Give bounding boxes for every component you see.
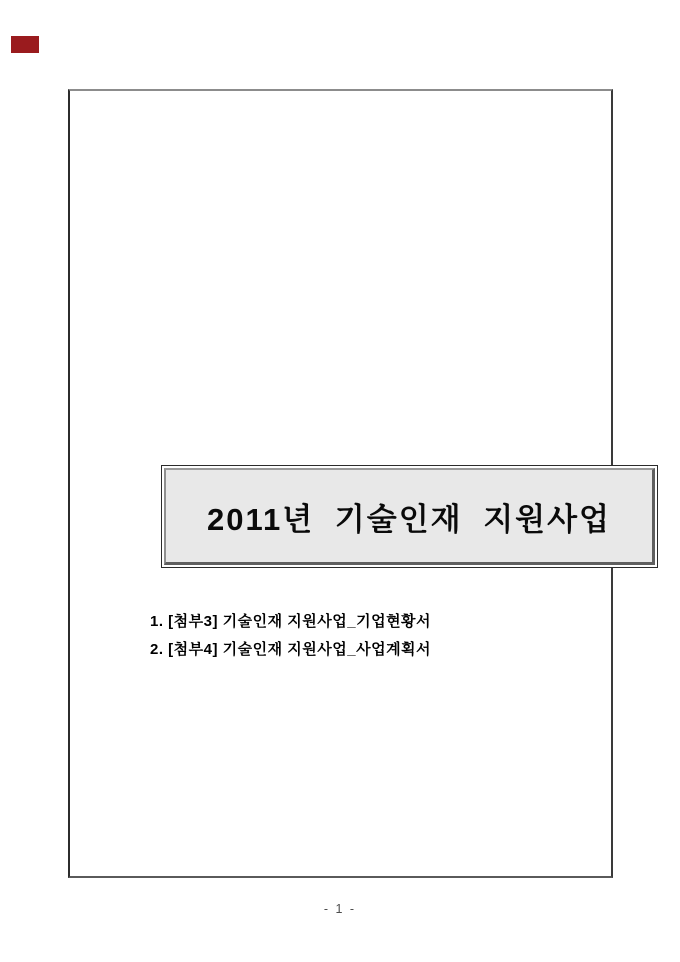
attachment-item-2: 2. [첨부4] 기술인재 지원사업_사업계획서 [150,641,432,658]
page-border-frame [68,89,613,878]
page-title: 2011년 기술인재 지원사업 [207,501,611,537]
title-box [161,465,658,568]
title-box-inner [164,468,655,565]
page-number: - 1 - [323,902,357,916]
attachment-list [150,608,431,664]
red-marker [11,36,39,53]
attachment-item-1: 1. [첨부3] 기술인재 지원사업_기업현황서 [150,613,432,630]
